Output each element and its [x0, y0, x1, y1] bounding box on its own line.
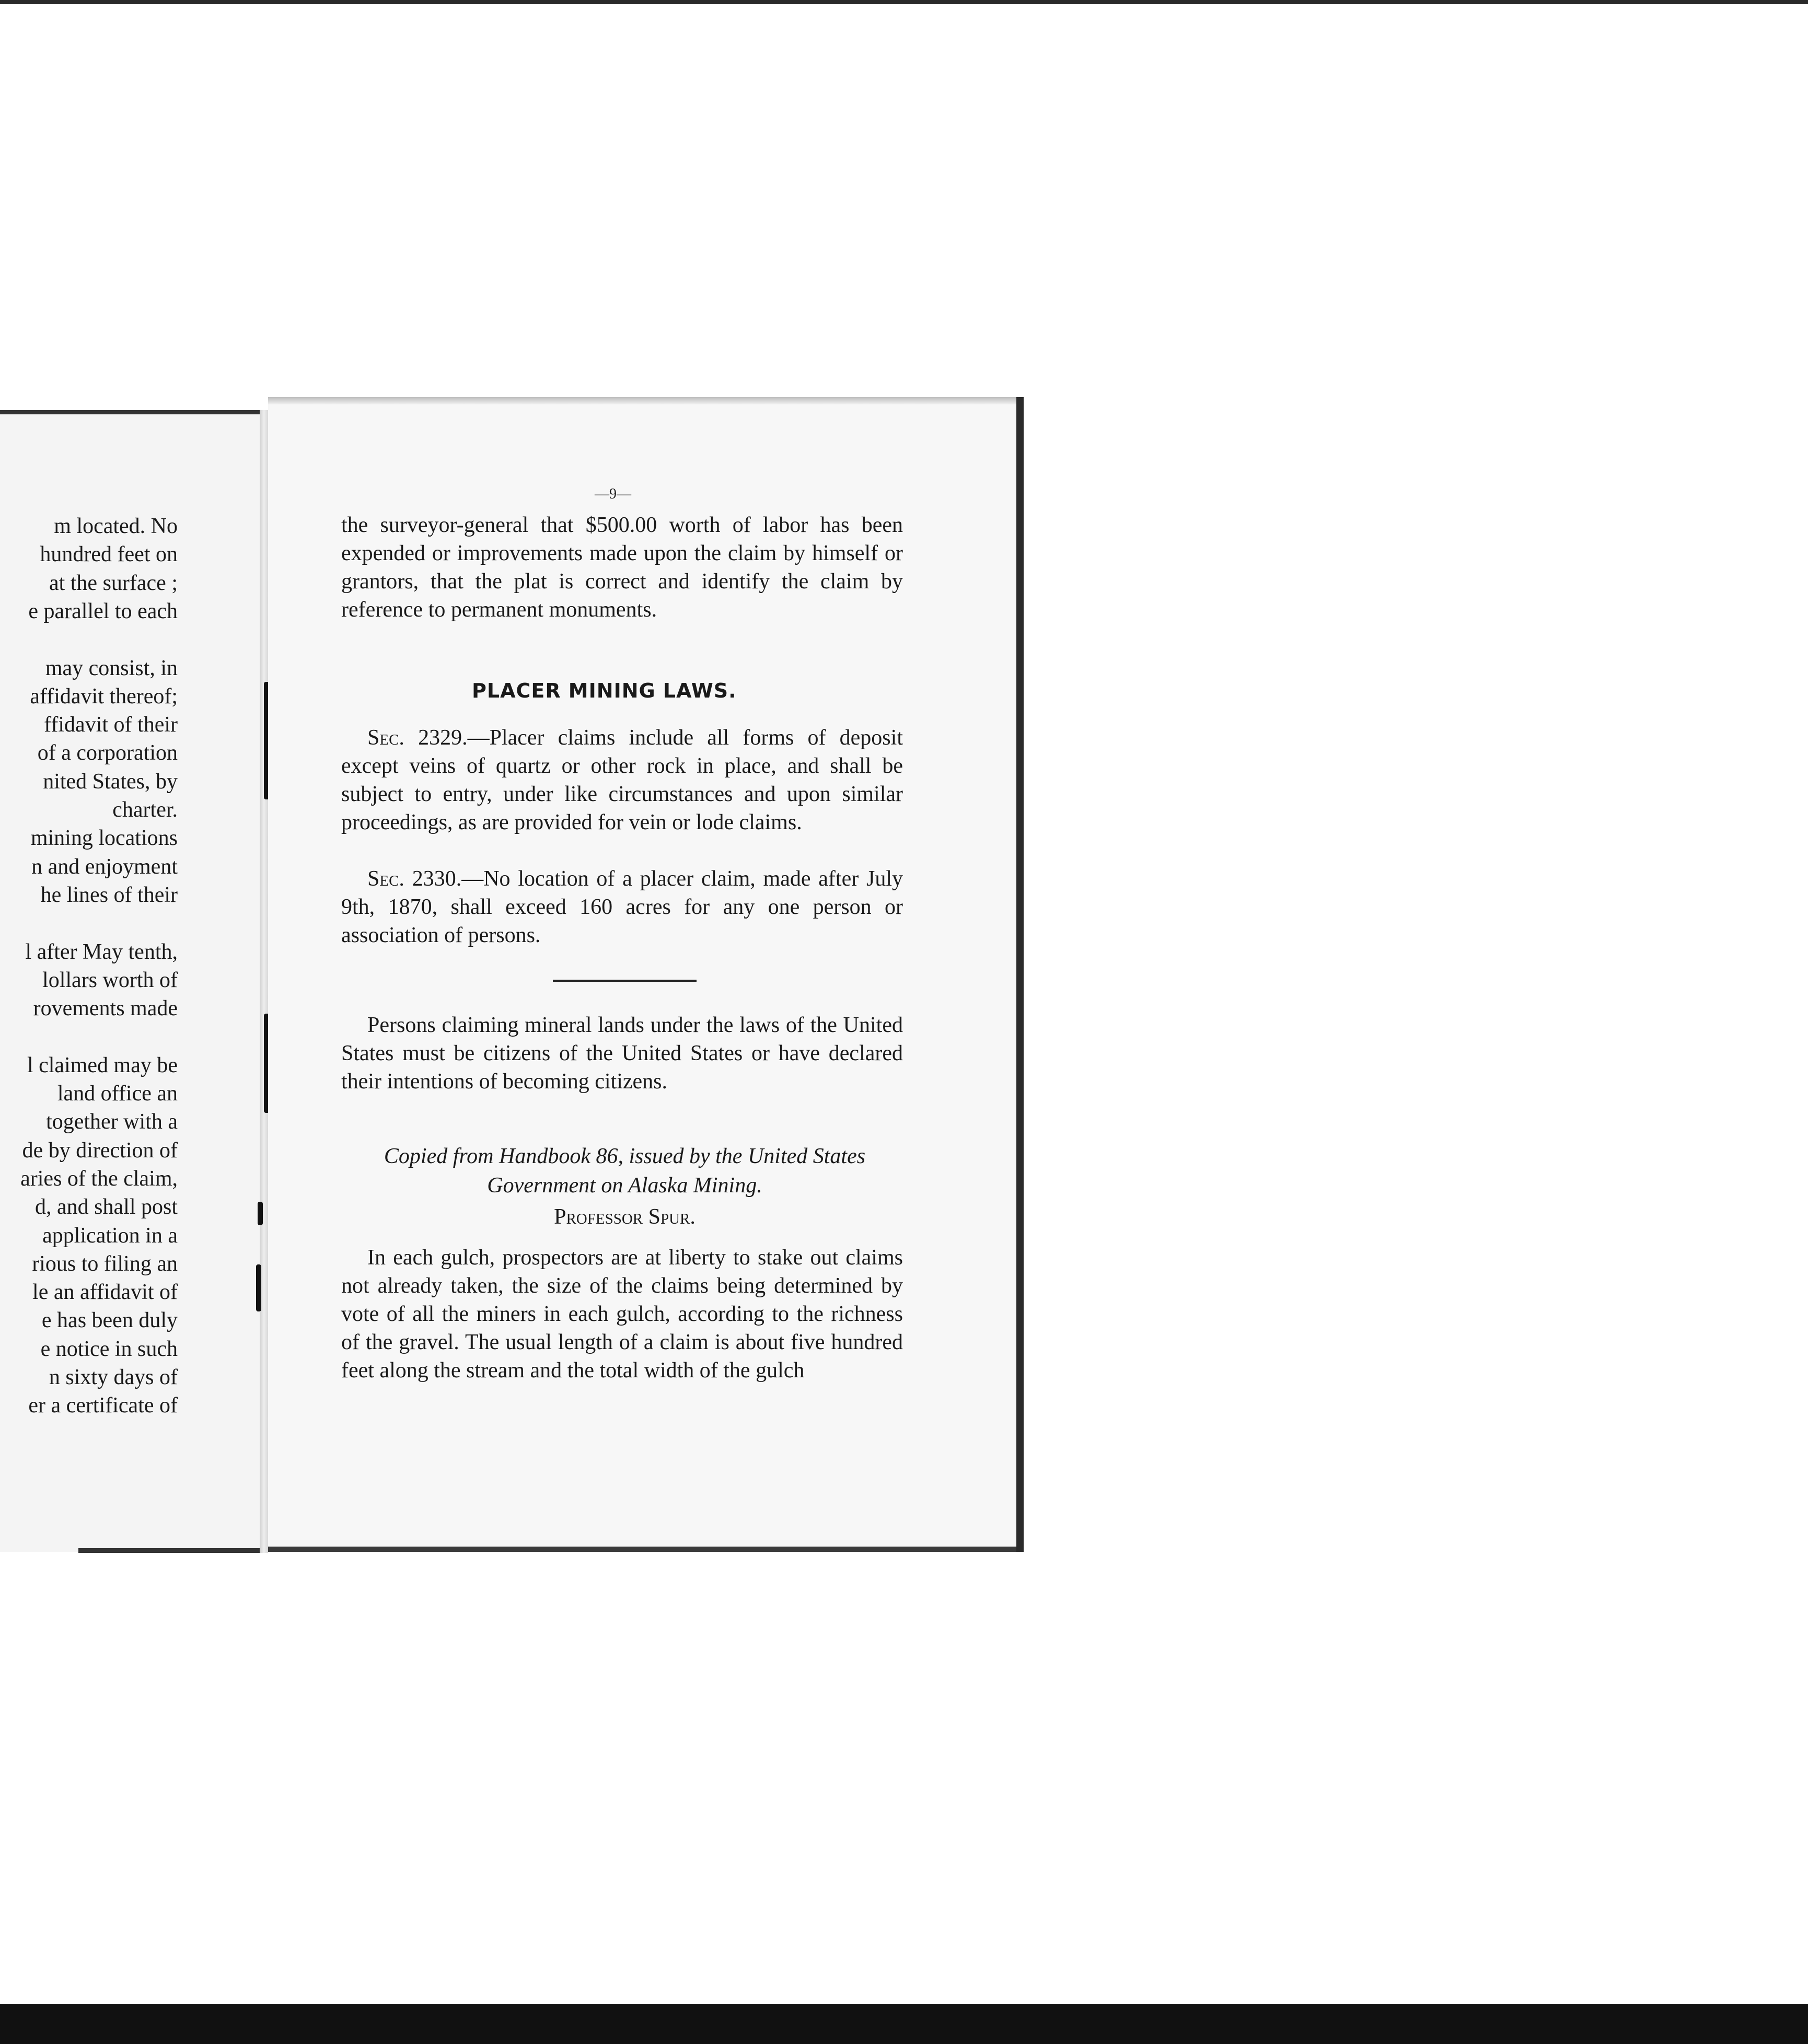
left-page-line: may consist, in — [45, 656, 178, 680]
left-page-line: of a corporation — [37, 741, 178, 765]
sec-2329-text: —Placer claims include all forms of deposit except veins of quartz or other rock in place, and shall be subject to entry, under like circumstances and upon similar proceedings, as are provided for vein or lode claims. — [341, 726, 903, 834]
sec-2330-paragraph — [341, 865, 903, 949]
intro-paragraph: the surveyor-general that $500.00 worth of labor has been expended or improvements made upon the claim by himself or grantors, that the plat is correct and identify the claim by reference to permanent monuments. — [341, 513, 903, 622]
left-page-line: er a certificate of — [28, 1393, 178, 1418]
left-page-line: charter. — [112, 798, 178, 822]
left-page-line: nited States, by — [43, 769, 178, 794]
left-page-line: at the surface ; — [49, 571, 178, 595]
right-page-bottom-edge — [268, 1547, 1016, 1552]
left-page-line: lollars worth of — [42, 968, 178, 992]
left-page-line: e notice in such — [40, 1337, 178, 1361]
left-page-line: d, and shall post — [35, 1195, 178, 1220]
citizens-paragraph: Persons claiming mineral lands under the laws of the United States must be citizens of the United States or have declared their intentions of becoming citizens. — [341, 1013, 903, 1094]
left-page-line: le an affidavit of — [32, 1280, 178, 1305]
left-page-line: e has been duly — [41, 1308, 178, 1333]
left-page-line: rious to filing an — [32, 1251, 178, 1276]
scan-frame-bottom — [0, 2004, 1808, 2044]
left-page-line: l claimed may be — [27, 1053, 178, 1077]
left-page-line: de by direction of — [22, 1138, 178, 1163]
left-page-line: l after May tenth, — [25, 939, 178, 964]
sec-2329-label: Sec. 2329. — [367, 726, 468, 750]
left-page-line: ffidavit of their — [44, 713, 178, 737]
binding-mark — [256, 1264, 261, 1311]
left-page-line: hundred feet on — [40, 542, 178, 567]
right-page-top-edge — [268, 397, 1016, 404]
right-page — [268, 397, 1016, 1552]
left-page-bottom-edge — [78, 1548, 264, 1553]
left-page-line: e parallel to each — [28, 599, 178, 623]
scan-frame-top — [0, 0, 1808, 4]
left-page-line: aries of the claim, — [20, 1166, 178, 1191]
left-page-line: land office an — [57, 1082, 178, 1106]
handbook-note: Copied from Handbook 86, issued by the United States Government on Alaska Mining. — [384, 1144, 866, 1198]
section-divider — [553, 980, 697, 982]
left-page-line: n and enjoyment — [31, 854, 178, 879]
left-page — [0, 410, 264, 1552]
section-heading: PLACER MINING LAWS. — [472, 679, 737, 702]
left-page-line: n sixty days of — [49, 1365, 178, 1389]
sec-2329-paragraph — [341, 724, 903, 837]
author-name: Professor Spur. — [554, 1205, 696, 1229]
left-page-line: rovements made — [33, 996, 178, 1021]
sec-2330-label: Sec. 2330. — [367, 867, 462, 891]
sec-2330-text: —No location of a placer claim, made after July 9th, 1870, shall exceed 160 acres for any one person or association of persons. — [341, 867, 903, 947]
gulch-paragraph: In each gulch, prospectors are at liberty to stake out claims not already taken, the size of the claims being determined by vote of all the miners in each gulch, according to the richness of the gravel. The usual length of a claim is about five hundred feet along the stream and the total width of the gulch — [341, 1246, 903, 1383]
left-page-line: affidavit thereof; — [30, 684, 178, 709]
book-gutter — [260, 410, 268, 1553]
page-number: —9— — [595, 486, 631, 502]
left-page-top-edge — [0, 410, 264, 414]
left-page-line: m located. No — [54, 514, 178, 538]
binding-mark — [258, 1202, 263, 1225]
left-page-line: he lines of their — [40, 882, 178, 907]
left-page-line: application in a — [42, 1223, 178, 1248]
left-page-line: together with a — [46, 1110, 178, 1134]
left-page-line: mining locations — [30, 826, 178, 851]
